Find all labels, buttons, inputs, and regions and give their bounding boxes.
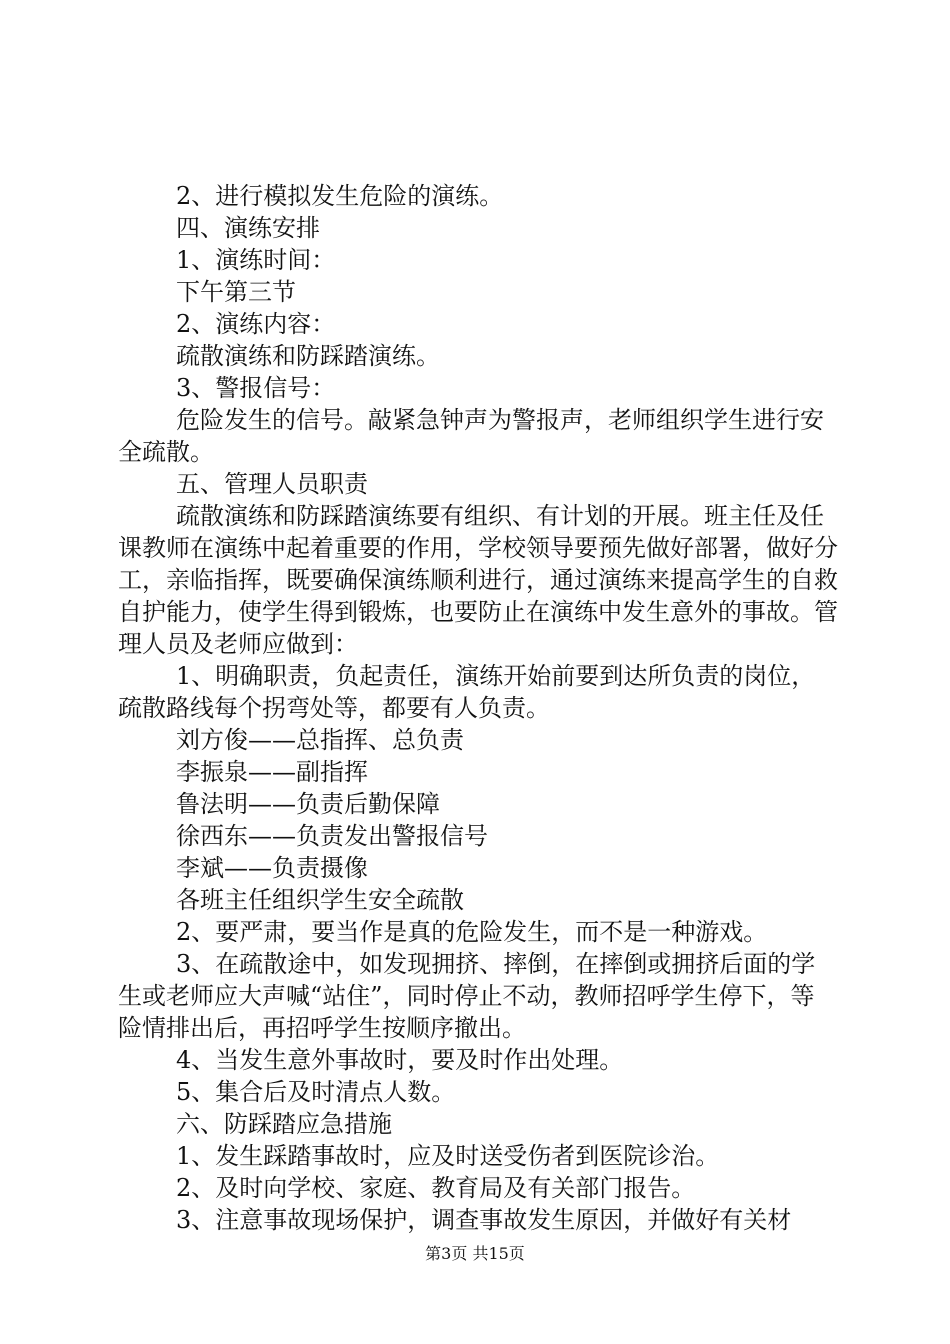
section-heading: 四、演练安排 bbox=[176, 214, 320, 242]
staff-assignment: 鲁法明——负责后勤保障 bbox=[176, 790, 440, 818]
staff-assignment: 刘方俊——总指挥、总负责 bbox=[176, 726, 464, 754]
paragraph: 4、当发生意外事故时，要及时作出处理。 bbox=[176, 1046, 624, 1074]
paragraph: 2、要严肃，要当作是真的危险发生，而不是一种游戏。 bbox=[176, 918, 768, 946]
paragraph: 疏散演练和防踩踏演练要有组织、有计划的开展。班主任及任课教师在演练中起着重要的作用，学校领导要预先做好部署，做好分工，亲临指挥，既要确保演练顺利进行，通过演练来提高学生的自救自护能力，使学生得到锻炼，也要防止在演练中发生意外的事故。管理人员及老师应做到： bbox=[118, 502, 838, 658]
staff-assignment: 李振泉——副指挥 bbox=[176, 758, 368, 786]
paragraph: 下午第三节 bbox=[176, 278, 296, 306]
staff-assignment: 各班主任组织学生安全疏散 bbox=[176, 886, 464, 914]
staff-assignment: 李斌——负责摄像 bbox=[176, 854, 368, 882]
paragraph: 2、及时向学校、家庭、教育局及有关部门报告。 bbox=[176, 1174, 696, 1202]
paragraph: 1、明确职责，负起责任，演练开始前要到达所负责的岗位，疏散路线每个拐弯处等，都要有人负责。 bbox=[118, 662, 816, 722]
paragraph: 3、在疏散途中，如发现拥挤、摔倒，在摔倒或拥挤后面的学生或老师应大声喊“站住”，同时停止不动，教师招呼学生停下，等险情排出后，再招呼学生按顺序撤出。 bbox=[118, 950, 816, 1042]
paragraph: 2、演练内容： bbox=[176, 310, 336, 338]
paragraph: 2、进行模拟发生危险的演练。 bbox=[176, 182, 504, 210]
paragraph: 3、警报信号： bbox=[176, 374, 336, 402]
paragraph: 疏散演练和防踩踏演练。 bbox=[176, 342, 440, 370]
paragraph: 1、演练时间： bbox=[176, 246, 336, 274]
document-body bbox=[118, 180, 838, 1236]
section-heading: 六、防踩踏应急措施 bbox=[176, 1110, 392, 1138]
paragraph: 5、集合后及时清点人数。 bbox=[176, 1078, 456, 1106]
page-footer: 第3页 共15页 bbox=[425, 1244, 525, 1263]
staff-assignment: 徐西东——负责发出警报信号 bbox=[176, 822, 488, 850]
section-heading: 五、管理人员职责 bbox=[176, 470, 368, 498]
paragraph: 3、注意事故现场保护，调查事故发生原因，并做好有关材 bbox=[176, 1206, 792, 1234]
paragraph: 危险发生的信号。敲紧急钟声为警报声，老师组织学生进行安全疏散。 bbox=[118, 406, 824, 466]
paragraph: 1、发生踩踏事故时，应及时送受伤者到医院诊治。 bbox=[176, 1142, 720, 1170]
